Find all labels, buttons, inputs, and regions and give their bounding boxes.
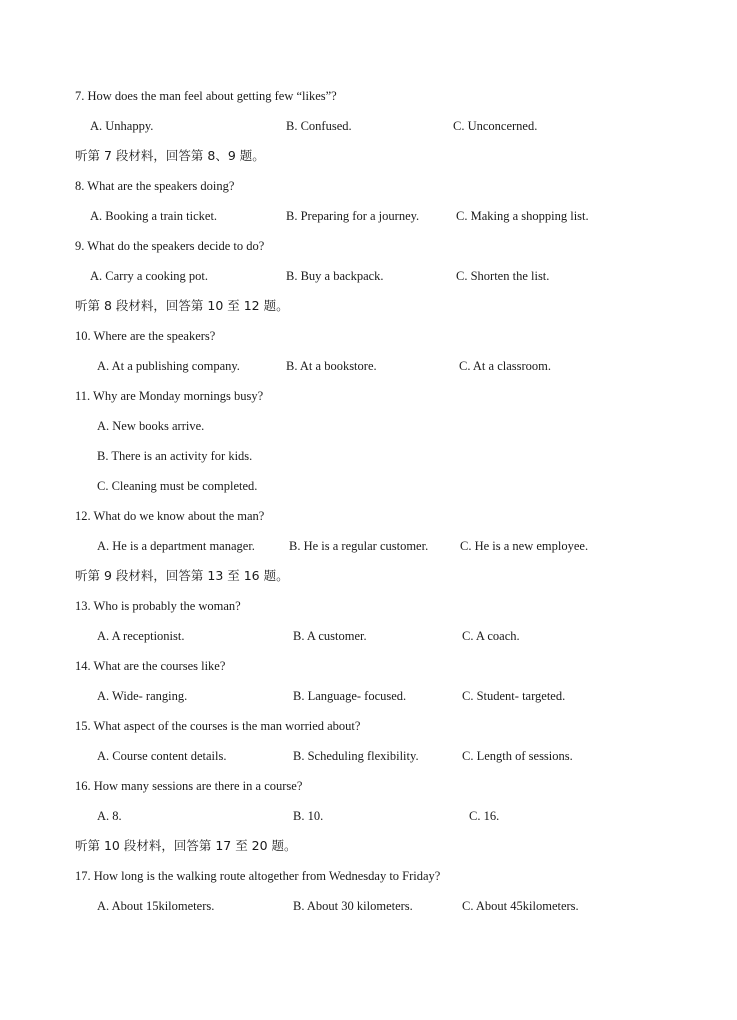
q11-option-c: C. Cleaning must be completed. [97, 479, 258, 493]
question-16: 16. How many sessions are there in a course? [75, 779, 303, 793]
question-13: 13. Who is probably the woman? [75, 599, 241, 613]
q9-option-c: C. Shorten the list. [456, 269, 550, 283]
q16-option-a: A. 8. [97, 809, 122, 823]
q10-option-b: B. At a bookstore. [286, 359, 377, 373]
section-heading-7: 听第 7 段材料，回答第 8、9 题。 [75, 148, 265, 163]
q8-option-a: A. Booking a train ticket. [90, 209, 218, 223]
q11-option-a: A. New books arrive. [97, 419, 205, 433]
q7-option-b: B. Confused. [286, 119, 352, 133]
question-10: 10. Where are the speakers? [75, 329, 216, 343]
q14-option-a: A. Wide- ranging. [97, 689, 188, 703]
question-14: 14. What are the courses like? [75, 659, 226, 673]
question-7: 7. How does the man feel about getting few “likes”? [75, 89, 337, 103]
q14-option-b: B. Language- focused. [293, 689, 407, 703]
q13-option-a: A. A receptionist. [97, 629, 185, 643]
q13-option-c: C. A coach. [462, 629, 520, 643]
q16-option-b: B. 10. [293, 809, 324, 823]
q12-option-b: B. He is a regular customer. [289, 539, 429, 553]
q17-option-a: A. About 15kilometers. [97, 899, 215, 913]
q17-option-b: B. About 30 kilometers. [293, 899, 413, 913]
q8-option-c: C. Making a shopping list. [456, 209, 589, 223]
section-heading-8: 听第 8 段材料，回答第 10 至 12 题。 [75, 298, 289, 313]
q7-option-a: A. Unhappy. [90, 119, 154, 133]
question-15: 15. What aspect of the courses is the man worried about? [75, 719, 361, 733]
q15-option-a: A. Course content details. [97, 749, 227, 763]
section-heading-9: 听第 9 段材料，回答第 13 至 16 题。 [75, 568, 289, 583]
question-12: 12. What do we know about the man? [75, 509, 265, 523]
q14-option-c: C. Student- targeted. [462, 689, 566, 703]
question-17: 17. How long is the walking route altogether from Wednesday to Friday? [75, 869, 441, 883]
q15-option-c: C. Length of sessions. [462, 749, 573, 763]
q13-option-b: B. A customer. [293, 629, 367, 643]
q12-option-c: C. He is a new employee. [460, 539, 589, 553]
q7-option-c: C. Unconcerned. [453, 119, 538, 133]
question-9: 9. What do the speakers decide to do? [75, 239, 265, 253]
q8-option-b: B. Preparing for a journey. [286, 209, 420, 223]
q9-option-a: A. Carry a cooking pot. [90, 269, 209, 283]
question-11: 11. Why are Monday mornings busy? [75, 389, 264, 403]
q15-option-b: B. Scheduling flexibility. [293, 749, 419, 763]
q11-option-b: B. There is an activity for kids. [97, 449, 253, 463]
q9-option-b: B. Buy a backpack. [286, 269, 384, 283]
section-heading-10: 听第 10 段材料，回答第 17 至 20 题。 [75, 838, 297, 853]
question-8: 8. What are the speakers doing? [75, 179, 235, 193]
q12-option-a: A. He is a department manager. [97, 539, 255, 553]
q17-option-c: C. About 45kilometers. [462, 899, 579, 913]
q10-option-c: C. At a classroom. [459, 359, 552, 373]
q10-option-a: A. At a publishing company. [97, 359, 240, 373]
q16-option-c: C. 16. [469, 809, 500, 823]
